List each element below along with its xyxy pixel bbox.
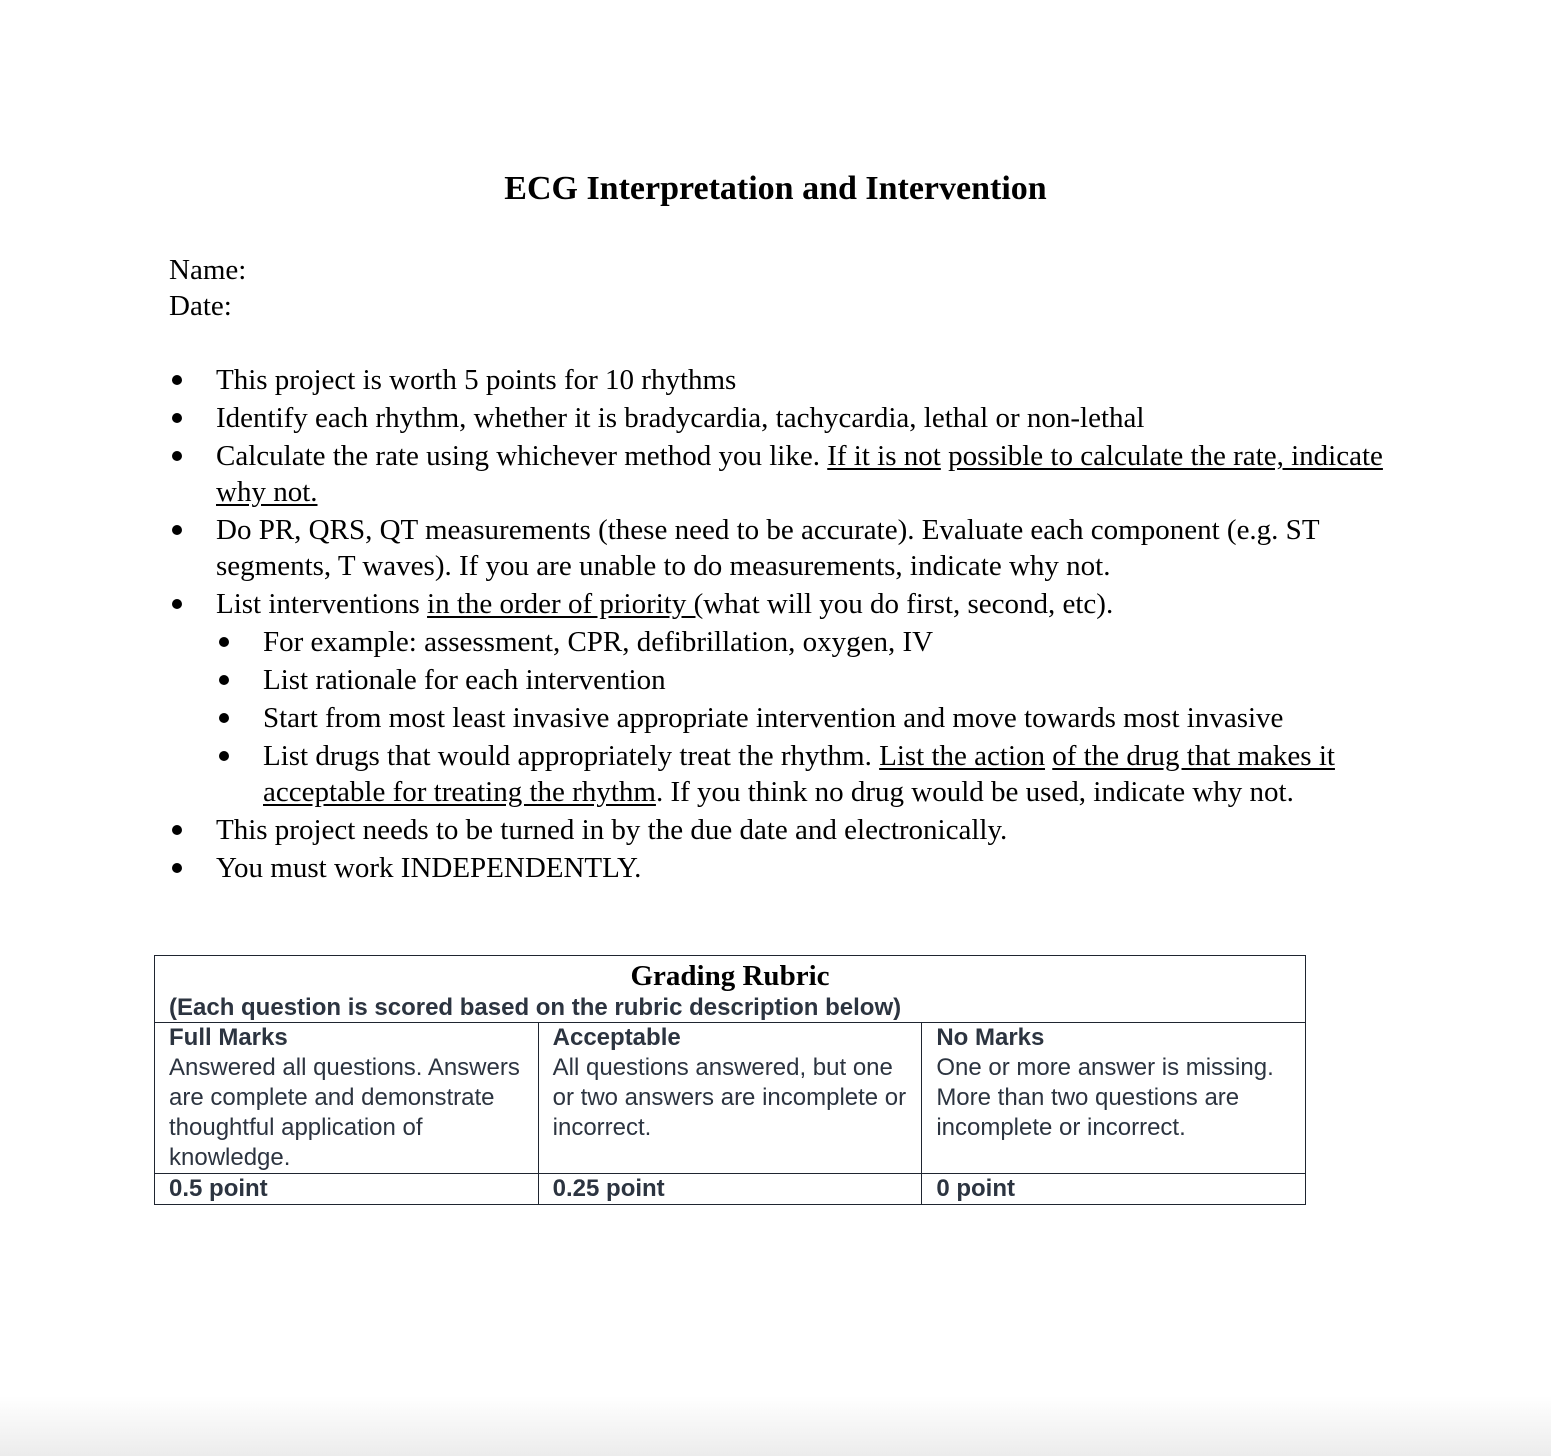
list-item: Calculate the rate using whichever method you like. If it is not possible to calculate the rate, indicate why not. bbox=[169, 438, 1399, 510]
page-title: ECG Interpretation and Intervention bbox=[504, 170, 1047, 207]
bullet-icon bbox=[219, 713, 229, 723]
page-bottom-shadow bbox=[0, 1396, 1551, 1456]
date-field-label: Date: bbox=[169, 290, 232, 322]
list-item: This project is worth 5 points for 10 rhythms bbox=[169, 362, 1399, 398]
rubric-column-description: All questions answered, but one or two answers are incomplete or incorrect. bbox=[552, 1054, 907, 1141]
bullet-icon bbox=[219, 751, 229, 761]
rubric-cell-no-marks bbox=[922, 1023, 1306, 1174]
sub-list-item: Start from most least invasive appropriate intervention and move towards most invasive bbox=[216, 700, 1399, 736]
underlined-text: If it is not bbox=[827, 440, 941, 472]
list-item: This project needs to be turned in by the due date and electronically. bbox=[169, 812, 1399, 848]
bullet-icon bbox=[172, 863, 182, 873]
rubric-cell-acceptable bbox=[538, 1023, 922, 1174]
bullet-icon bbox=[172, 825, 182, 835]
list-item: You must work INDEPENDENTLY. bbox=[169, 850, 1399, 886]
rubric-header-cell bbox=[155, 956, 1306, 1023]
sub-list-item: For example: assessment, CPR, defibrillation, oxygen, IV bbox=[216, 624, 1399, 660]
rubric-points-no-marks: 0 point bbox=[922, 1174, 1306, 1205]
rubric-column-description: Answered all questions. Answers are complete and demonstrate thoughtful application of knowledge. bbox=[169, 1054, 520, 1171]
rubric-cell-full-marks bbox=[155, 1023, 539, 1174]
instruction-list bbox=[169, 362, 1399, 888]
list-item: List interventions in the order of priority (what will you do first, second, etc). For example: assessment, CPR, defibrillation, oxygen, IV List rationale for each intervention Start from most least invasive appropriate intervention and move towards most invasive List drugs that would appropriately treat the rhythm. List the action of the drug that makes it acceptable for treating the rhythm. If you think no drug would be used, indicate why not. bbox=[169, 586, 1399, 810]
bullet-icon bbox=[172, 375, 182, 385]
rubric-column-heading: Acceptable bbox=[552, 1024, 681, 1051]
rubric-subtitle: (Each question is scored based on the rubric description below) bbox=[169, 994, 902, 1021]
grading-rubric-table bbox=[154, 955, 1306, 1205]
bullet-icon bbox=[219, 675, 229, 685]
list-item: Do PR, QRS, QT measurements (these need to be accurate). Evaluate each component (e.g. ST segments, T waves). If you are unable to do measurements, indicate why not. bbox=[169, 512, 1399, 584]
sub-list bbox=[216, 624, 1399, 810]
rubric-column-heading: No Marks bbox=[936, 1024, 1045, 1051]
underlined-text: List the action bbox=[879, 740, 1046, 772]
sub-list-item: List drugs that would appropriately treat the rhythm. List the action of the drug that makes it acceptable for treating the rhythm. If you think no drug would be used, indicate why not. bbox=[216, 738, 1399, 810]
bullet-icon bbox=[172, 451, 182, 461]
bullet-icon bbox=[172, 525, 182, 535]
rubric-title: Grading Rubric bbox=[630, 960, 830, 992]
bullet-icon bbox=[219, 637, 229, 647]
sub-list-item: List rationale for each intervention bbox=[216, 662, 1399, 698]
rubric-points-acceptable: 0.25 point bbox=[538, 1174, 922, 1205]
name-field-label: Name: bbox=[169, 254, 247, 286]
underlined-text: of the drug that makes it acceptable for treating the rhythm bbox=[263, 740, 1335, 808]
underlined-text: in the order of priority ( bbox=[427, 588, 704, 620]
list-item: Identify each rhythm, whether it is bradycardia, tachycardia, lethal or non-lethal bbox=[169, 400, 1399, 436]
rubric-column-description: One or more answer is missing. More than two questions are incomplete or incorrect. bbox=[936, 1054, 1274, 1141]
rubric-points-full-marks: 0.5 point bbox=[155, 1174, 539, 1205]
rubric-column-heading: Full Marks bbox=[169, 1024, 288, 1051]
bullet-icon bbox=[172, 599, 182, 609]
bullet-icon bbox=[172, 413, 182, 423]
underlined-text: possible to calculate the rate, indicate why not. bbox=[216, 440, 1383, 508]
